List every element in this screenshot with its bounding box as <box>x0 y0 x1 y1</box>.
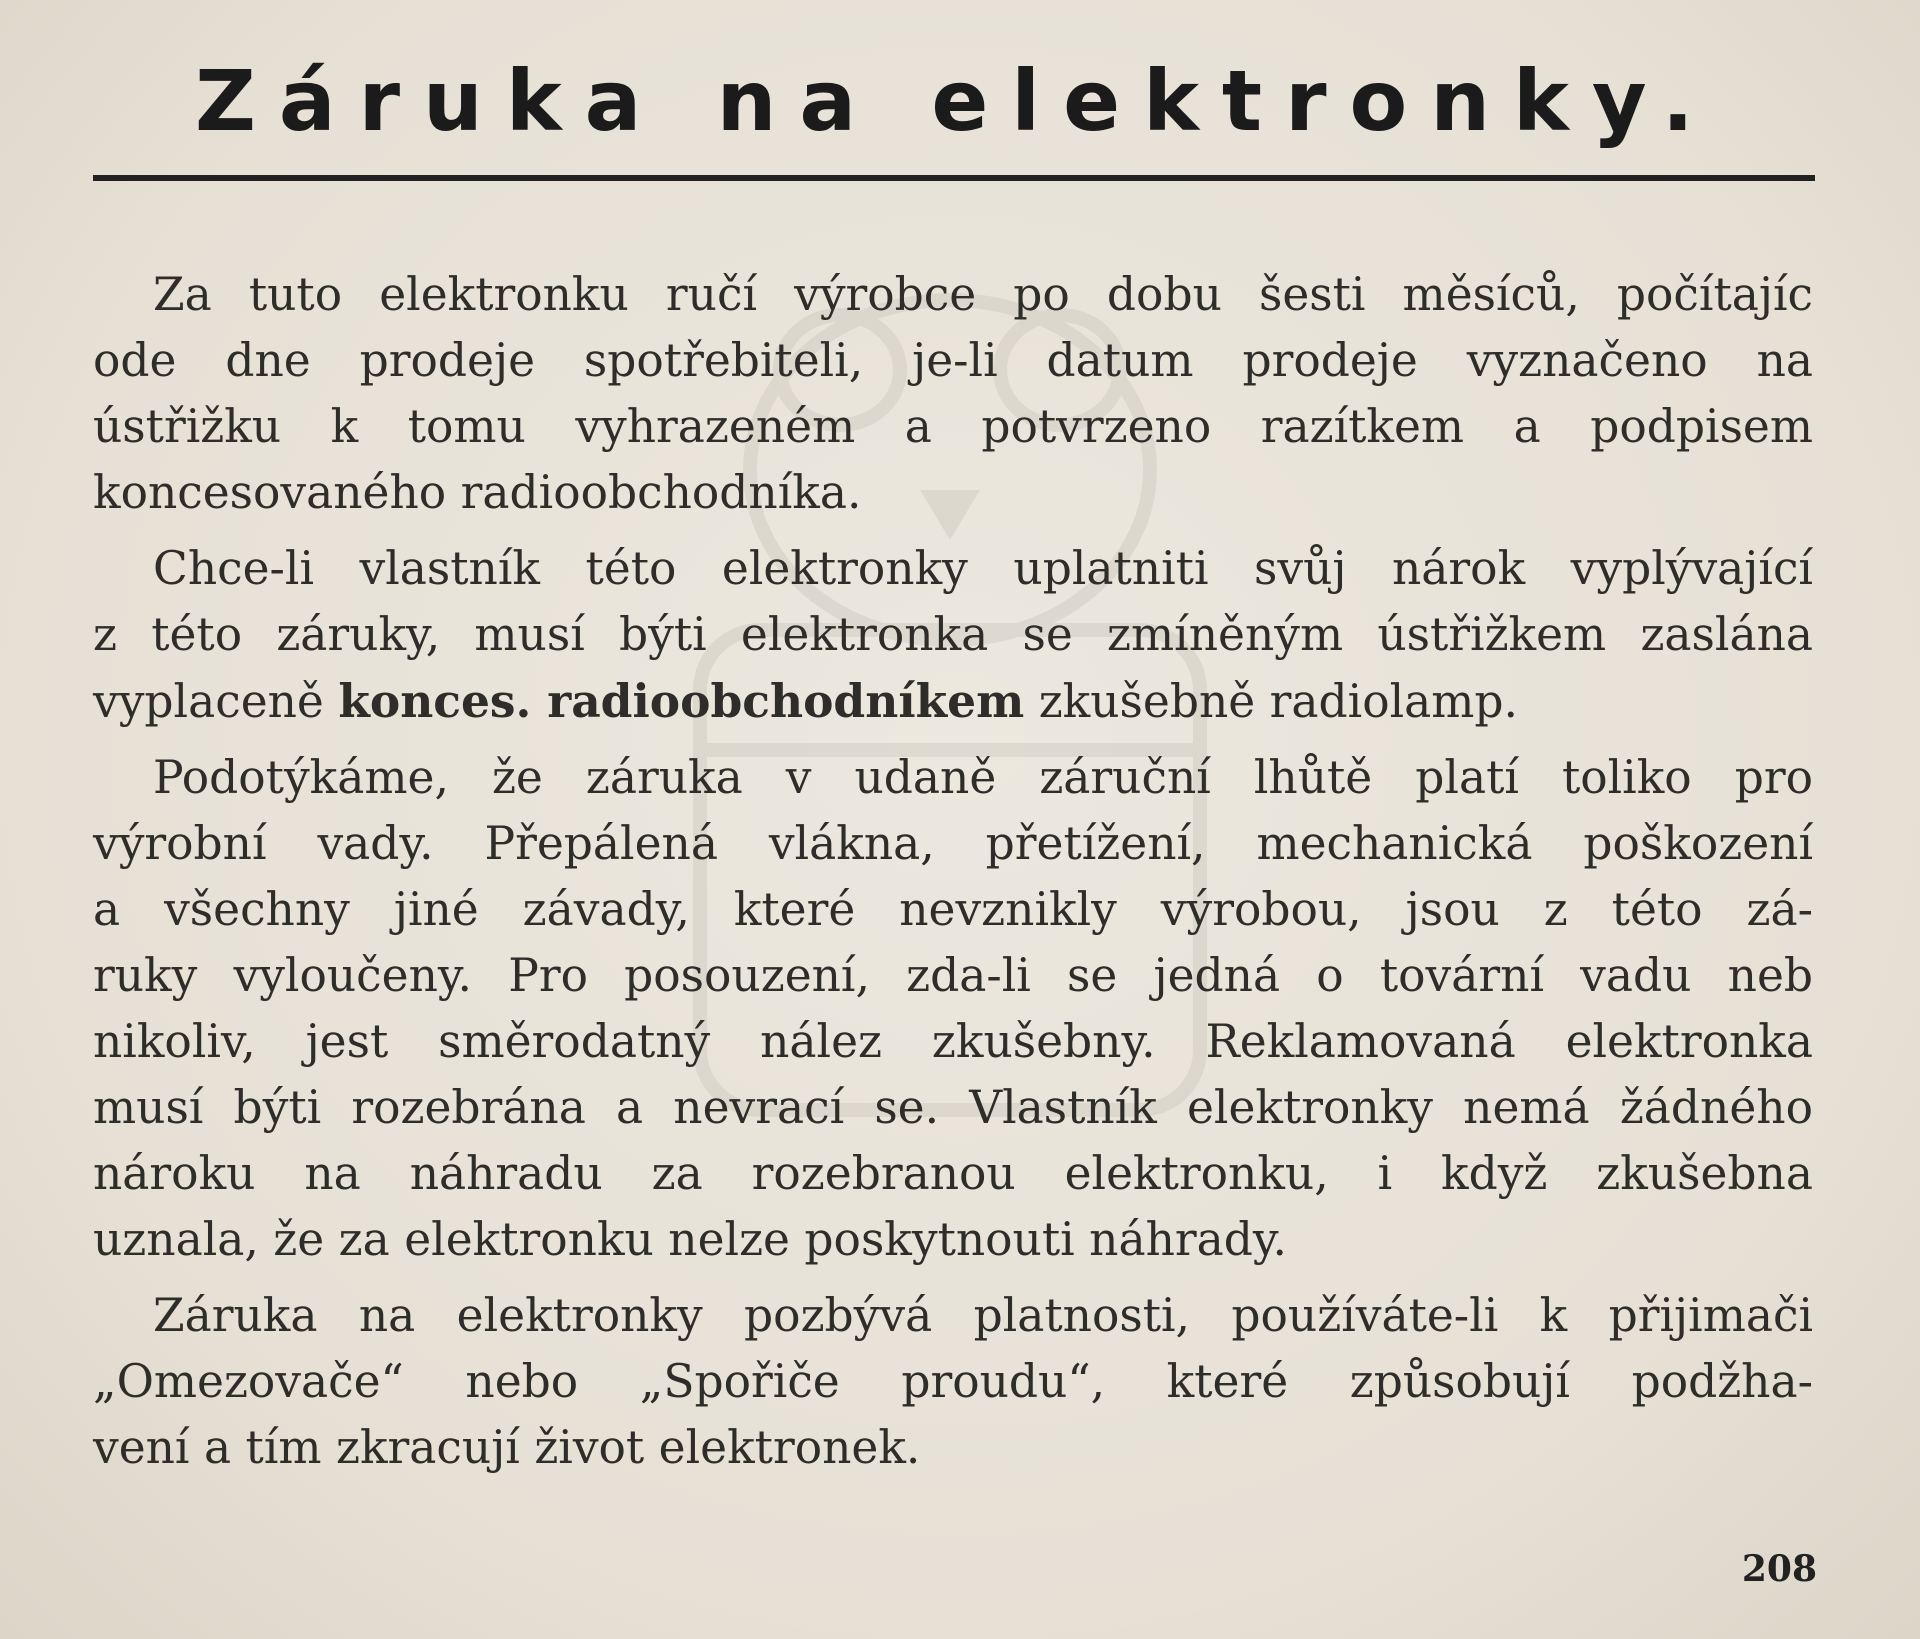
text-line: z této záruky, musí býti elektronka se zmíněným ústřižkem zaslána <box>93 608 1813 661</box>
text-line: Za tuto elektronku ručí výrobce po dobu šesti měsíců, počítajíc <box>153 268 1813 321</box>
text-segment: vyplaceně <box>93 675 324 728</box>
paragraph-1 <box>93 262 1813 526</box>
text-line <box>93 668 1813 735</box>
text-line: a všechny jiné závady, které nevznikly výrobou, jsou z této zá- <box>93 883 1813 936</box>
text-line: „Omezovače“ nebo „Spořiče proudu“, které způsobují podžha- <box>93 1355 1813 1408</box>
text-line: ruky vyloučeny. Pro posouzení, zda-li se jedná o tovární vadu neb <box>93 949 1813 1002</box>
text-line: koncesovaného radioobchodníka. <box>93 466 862 519</box>
text-line: ústřižku k tomu vyhrazeném a potvrzeno razítkem a podpisem <box>93 400 1813 453</box>
title-rule <box>93 175 1815 181</box>
text-line: Záruka na elektronky pozbývá platnosti, používáte-li k přijimači <box>153 1289 1813 1342</box>
paragraph-2 <box>93 536 1813 735</box>
text-line: vení a tím zkracují život elektronek. <box>93 1421 921 1474</box>
text-line: ode dne prodeje spotřebiteli, je-li datum prodeje vyznačeno na <box>93 334 1813 387</box>
page-title: Záruka na elektronky. <box>195 52 1717 150</box>
paragraph-4 <box>93 1283 1813 1481</box>
text-segment: zkušebně radiolamp. <box>1038 675 1519 728</box>
text-line: výrobní vady. Přepálená vlákna, přetížení, mechanická poškození <box>93 817 1813 870</box>
bold-text: konces. radioobchodníkem <box>338 674 1025 728</box>
text-line: Chce-li vlastník této elektronky uplatniti svůj nárok vyplývající <box>153 542 1813 595</box>
body-text <box>93 262 1813 1491</box>
text-line: uznala, že za elektronku nelze poskytnouti náhrady. <box>93 1213 1288 1266</box>
text-line: musí býti rozebrána a nevrací se. Vlastník elektronky nemá žádného <box>93 1081 1813 1134</box>
text-line: nároku na náhradu za rozebranou elektronku, i když zkušebna <box>93 1147 1813 1200</box>
text-line: nikoliv, jest směrodatný nález zkušebny. Reklamovaná elektronka <box>93 1015 1813 1068</box>
page-number: 208 <box>1741 1548 1817 1590</box>
paragraph-3 <box>93 745 1813 1273</box>
text-line: Podotýkáme, že záruka v udaně záruční lhůtě platí toliko pro <box>153 751 1813 804</box>
